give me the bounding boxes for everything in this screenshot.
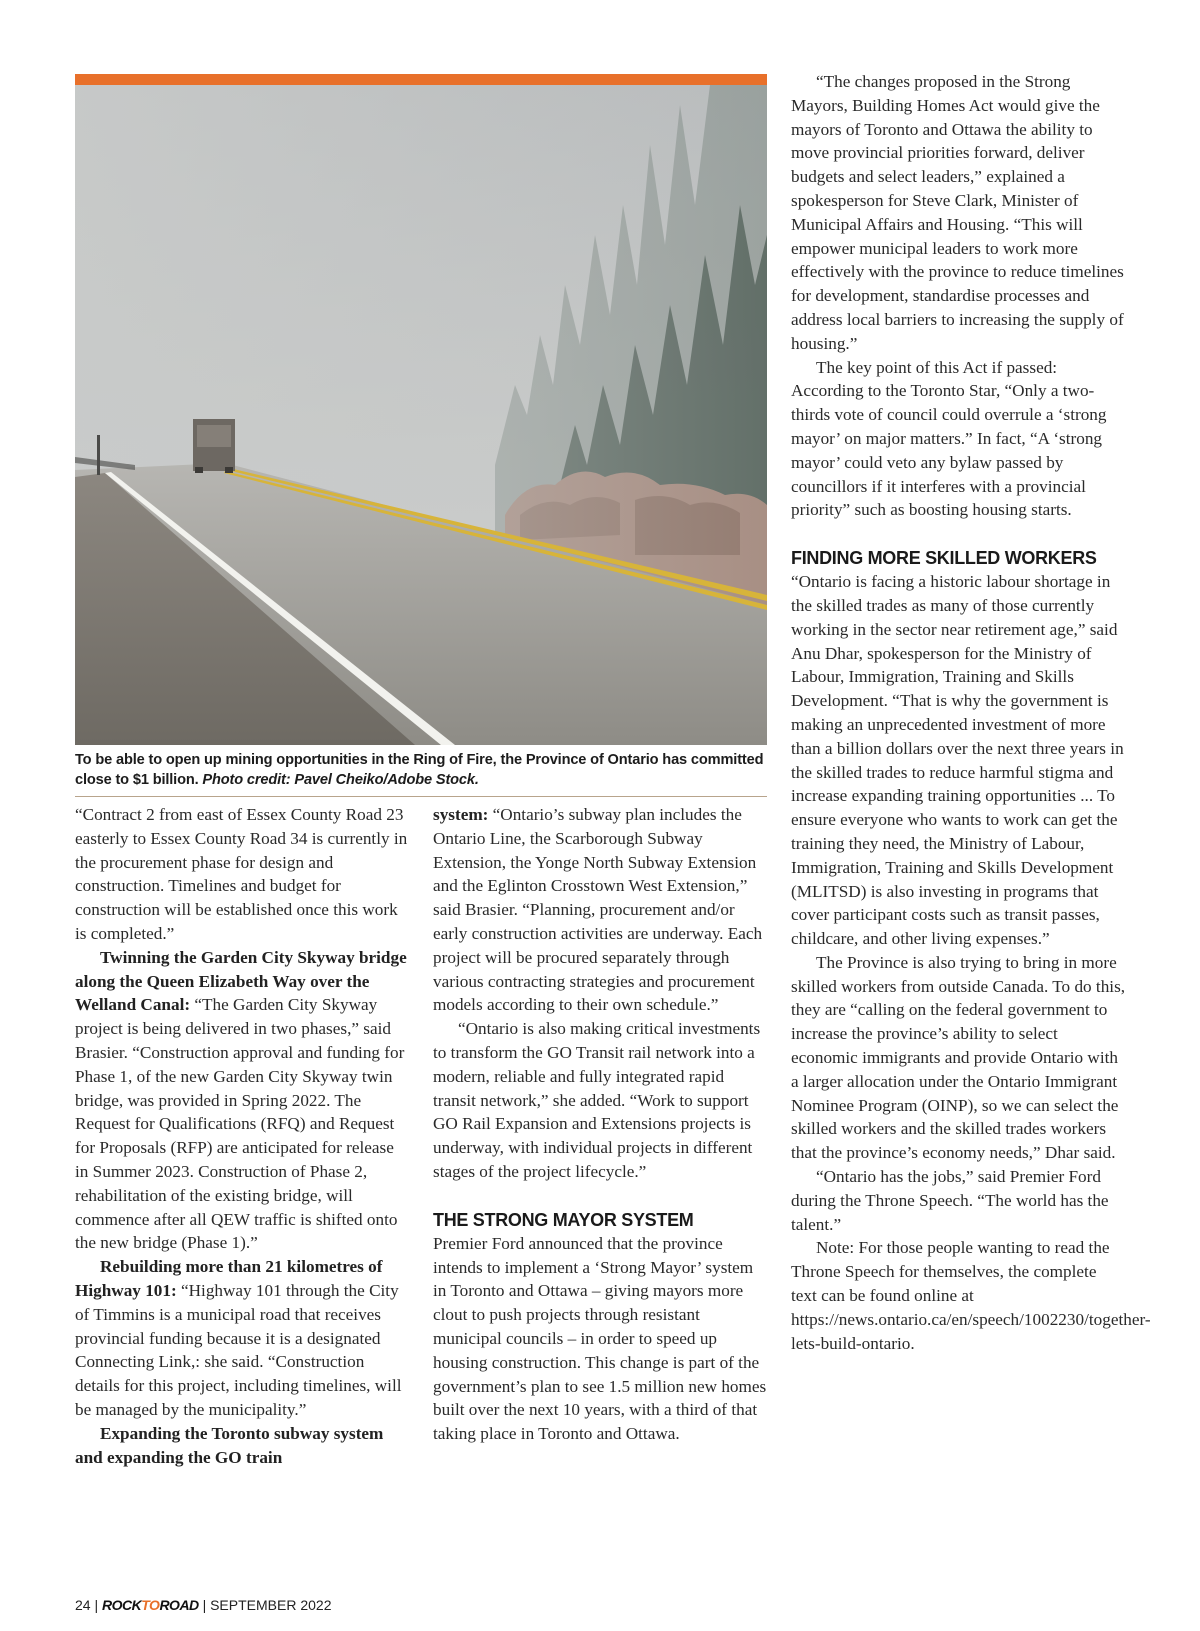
photo-caption bbox=[75, 750, 767, 790]
paragraph bbox=[75, 1255, 410, 1422]
paragraph: “Ontario is facing a historic labour shortage in the skilled trades as many of those currently working in the sector near retirement age,” said Anu Dhar, spokesperson for the Ministry of Labour, Immigration, Training and Skills Development. “That is why the government is making an unprecedented investment of more than a billion dollars over the next three years in the skilled trades to reduce harmful stigma and increase expanding training opportunities ... To ensure everyone who wants to work can get the training they need, the Ministry of Labour, Immigration, Training and Skills Development (MLITSD) is also investing in programs that cover participant costs such as transit passes, childcare, and other living expenses.” bbox=[791, 572, 1124, 949]
magazine-logo: ROCKTOROAD bbox=[102, 1597, 199, 1613]
paragraph-lead: Twinning the Garden City Skyway bridge along the Queen Elizabeth Way over the Welland Canal: bbox=[75, 947, 407, 1015]
paragraph bbox=[433, 803, 768, 1017]
caption-divider bbox=[75, 796, 767, 797]
caption-credit: Photo credit: Pavel Cheiko/Adobe Stock. bbox=[202, 772, 479, 788]
section-heading: FINDING MORE SKILLED WORKERS bbox=[791, 548, 1097, 569]
paragraph: Note: For those people wanting to read the Throne Speech for themselves, the complete text can be found online at https://news.ontario.ca/en/speech/1002230/together-lets-build-ontario. bbox=[791, 1238, 1151, 1353]
foggy-highway-photo bbox=[75, 85, 767, 745]
article-column-1 bbox=[75, 803, 410, 1469]
footer-separator: | bbox=[94, 1597, 102, 1613]
paragraph: The key point of this Act if passed: According to the Toronto Star, “Only a two-thirds vote of council could overrule a ‘strong mayor’ on major matters.” In fact, “A ‘strong mayor’ could veto any bylaw passed by councillors if it interferes with a provincial priority” such as boosting housing starts. bbox=[791, 357, 1107, 520]
page-footer bbox=[75, 1597, 331, 1613]
paragraph-lead: system: bbox=[433, 805, 489, 824]
paragraph-body: “Highway 101 through the City of Timmins is a municipal road that receives provincial funding because it is a designated Connecting Link,: she said. “Construction details for this project, including timelines, will be managed by the municipality.” bbox=[75, 1280, 402, 1419]
paragraph bbox=[75, 946, 410, 1255]
paragraph-lead: Rebuilding more than 21 kilometres of Highway 101: bbox=[75, 1257, 383, 1300]
paragraph: “Contract 2 from east of Essex County Road 23 easterly to Essex County Road 34 is currently in the procurement phase for design and construction. Timelines and budget for construction will be established once this work is completed.” bbox=[75, 805, 408, 943]
page-number: 24 bbox=[75, 1597, 91, 1613]
paragraph: The Province is also trying to bring in more skilled workers from outside Canada. To do this, they are “calling on the federal government to increase the province’s ability to select economic immigrants and provide Ontario with a larger allocation under the Ontario Immigrant Nominee Program (OINP), so we can select the skilled workers and the skilled trades workers that the province’s economy needs,” Dhar said. bbox=[791, 952, 1126, 1163]
paragraph: Premier Ford announced that the province intends to implement a ‘Strong Mayor’ system in Toronto and Ottawa – giving mayors more clout to push projects through resistant municipal councils – in order to speed up housing construction. This change is part of the government’s plan to see 1.5 million new homes built over the next 10 years, with a third of that taking place in Toronto and Ottawa. bbox=[433, 1233, 767, 1444]
photo-accent-bar bbox=[75, 74, 767, 85]
issue-date: SEPTEMBER 2022 bbox=[210, 1597, 332, 1613]
paragraph: “Ontario has the jobs,” said Premier Ford during the Throne Speech. “The world has the talent.” bbox=[791, 1167, 1109, 1234]
paragraph-body: “Ontario’s subway plan includes the Ontario Line, the Scarborough Subway Extension, the Yonge North Subway Extension and the Eglinton Crosstown West Extension,” said Brasier. “Planning, procurement and/or early construction activities are underway. Each project will be procured separately through various contracting strategies and procurement models according to their own schedule.” bbox=[433, 805, 763, 1015]
paragraph: “Ontario is also making critical investments to transform the GO Transit rail network into a modern, reliable and fully integrated rapid transit network,” she added. “Work to support GO Rail Expansion and Extensions projects is underway, with individual projects in different stages of the project lifecycle.” bbox=[433, 1019, 761, 1181]
paragraph-lead: Expanding the Toronto subway system and expanding the GO train bbox=[75, 1423, 384, 1467]
section-heading: THE STRONG MAYOR SYSTEM bbox=[433, 1209, 694, 1230]
caption-text: To be able to open up mining opportunities in the Ring of Fire, the Province of Ontario has committed close to $1 billion. bbox=[75, 752, 764, 788]
article-column-2 bbox=[433, 803, 768, 1446]
paragraph: “The changes proposed in the Strong Mayors, Building Homes Act would give the mayors of Toronto and Ottawa the ability to move provincial priorities forward, deliver budgets and select leaders,” explained a spokesperson for Steve Clark, Minister of Municipal Affairs and Housing. “This will empower municipal leaders to work more effectively with the province to reduce timelines for development, standardise processes and address local barriers to increasing the supply of housing.” bbox=[791, 72, 1124, 353]
paragraph-body: “The Garden City Skyway project is being delivered in two phases,” said Brasier. “Construction approval and funding for Phase 1, of the new Garden City Skyway twin bridge, was provided in Spring 2022. The Request for Qualifications (RFQ) and Request for Proposals (RFP) are anticipated for release in Summer 2023. Construction of Phase 2, rehabilitation of the existing bridge, will commence after all QEW traffic is shifted onto the new bridge (Phase 1).” bbox=[75, 995, 405, 1253]
paragraph bbox=[75, 1422, 410, 1470]
footer-separator: | bbox=[202, 1597, 211, 1613]
article-column-3 bbox=[791, 70, 1151, 1355]
